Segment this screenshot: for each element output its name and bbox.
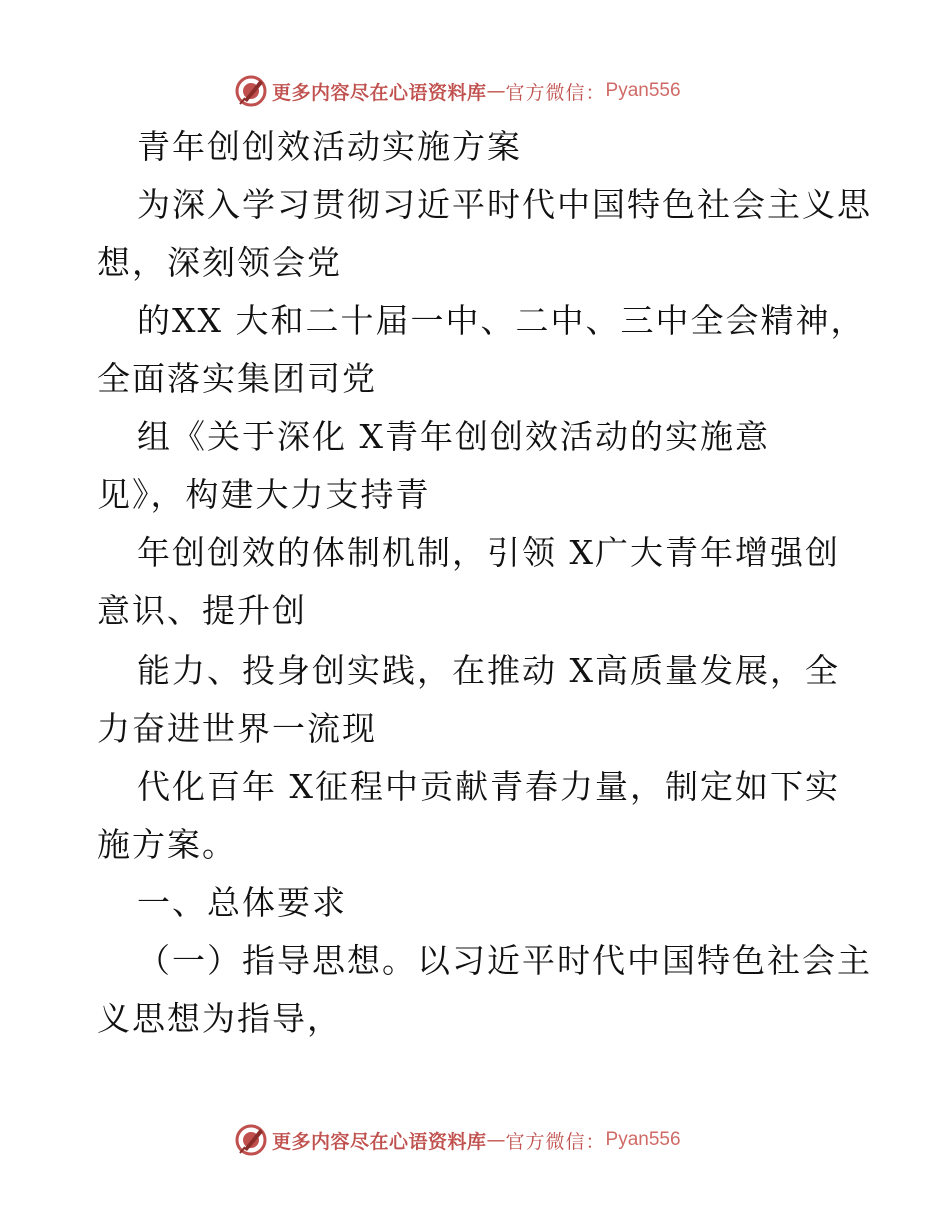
paragraph-line: 为深入学习贯彻习近平时代中国特色社会主义思 [137,185,872,224]
quill-pen-circle-icon [234,1123,268,1157]
paragraph-line: 意识、提升创 [97,591,307,630]
watermark-dash: — [486,80,506,102]
watermark-account: Pyan556 [605,1129,681,1150]
paragraph-line: 想，深刻领会党 [97,243,342,282]
paragraph-line: 代化百年 X征程中贡献青春力量，制定如下实 [137,767,840,806]
watermark-header [234,73,681,109]
paragraph-line: 年创创效的体制机制，引领 X广大青年增强创 [137,533,840,572]
paragraph-line: 组《关于深化 X青年创创效活动的实施意 [137,417,770,456]
watermark-dash: — [486,1129,506,1151]
quill-pen-circle-icon [234,74,268,108]
paragraph-line: 义思想为指导， [97,999,342,1038]
paragraph-line: 能力、投身创实践，在推动 X高质量发展，全 [137,651,840,690]
document-title: 青年创创效活动实施方案 [137,127,522,166]
watermark-label: 官方微信： [505,81,606,104]
paragraph-line: 见》，构建大力支持青 [97,475,431,514]
watermark-brand: 更多内容尽在心语资料库 [272,81,487,104]
watermark-footer [234,1122,681,1158]
paragraph-line: 全面落实集团司党 [97,359,377,398]
watermark-label: 官方微信： [505,1130,606,1153]
watermark-account: Pyan556 [605,80,681,101]
paragraph-line: 的XX 大和二十届一中、二中、三中全会精神， [137,301,866,340]
section-heading: 一、总体要求 [137,883,347,922]
paragraph-line: 力奋进世界一流现 [97,709,377,748]
paragraph-line: 施方案。 [97,825,237,864]
watermark-brand: 更多内容尽在心语资料库 [272,1130,487,1153]
paragraph-line: （一）指导思想。以习近平时代中国特色社会主 [137,941,872,980]
